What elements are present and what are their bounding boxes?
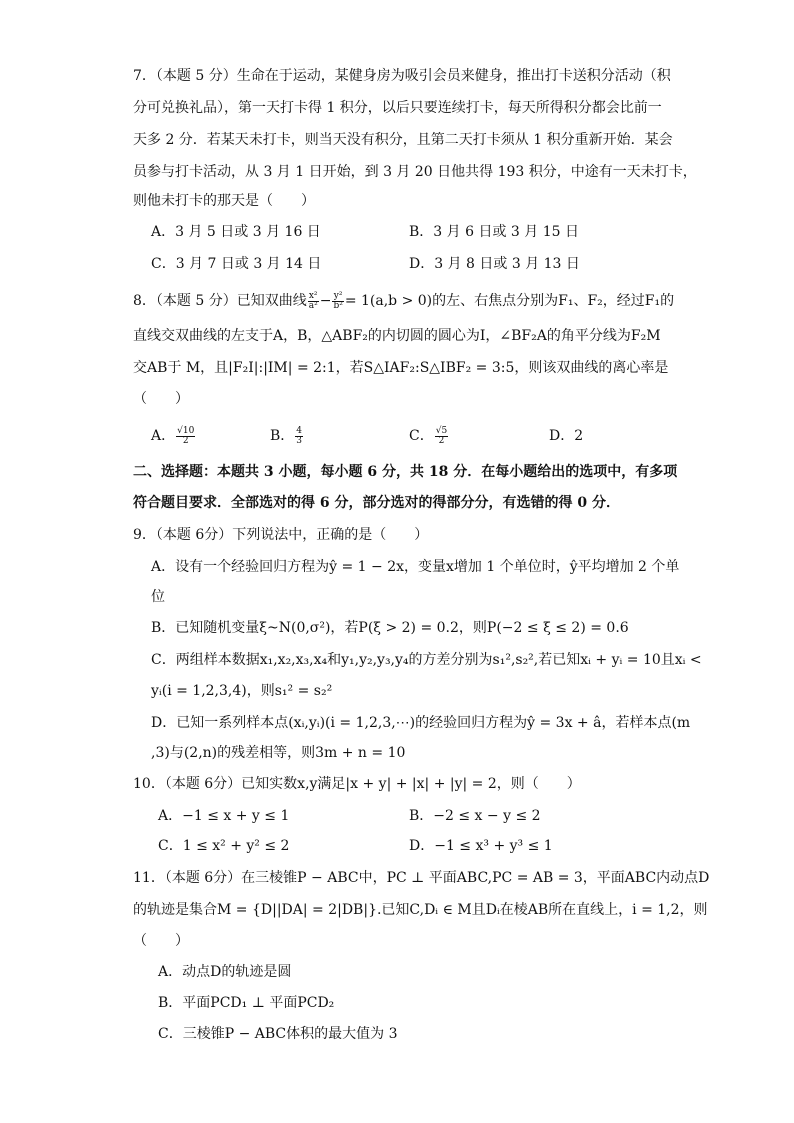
q8-option-a-den: 2: [182, 435, 189, 446]
q8-fraction-x: [308, 292, 319, 311]
q10-option-a: A．−1 ≤ x + y ≤ 1: [158, 808, 290, 824]
q8-fraction-y-num: y²: [333, 290, 343, 301]
q11-option-a: A．动点D的轨迹是圆: [158, 964, 292, 980]
q11-line-3: （ ）: [133, 933, 189, 949]
q8-line-3: 交AB于 M，且|F₂I|:|IM| = 2:1，若S△IAF₂:S△IBF₂ = 3:5，则该双曲线的离心率是: [133, 360, 669, 376]
q8-option-b-den: 3: [296, 435, 303, 446]
q8-minus: −: [319, 293, 332, 309]
q8-fraction-x-num: x²: [308, 290, 318, 301]
q8-option-c-num: √5: [435, 425, 448, 436]
q8-fraction-y: [332, 292, 343, 311]
q9-option-a-line-2: 位: [151, 589, 165, 605]
q9-option-a-line-1: A．设有一个经验回归方程为ŷ = 1 − 2x，变量x增加 1 个单位时，ŷ平均增加 2 个单: [151, 559, 680, 575]
q9-option-d-line-2: ,3)与(2,n)的残差相等，则3m + n = 10: [151, 745, 406, 761]
q9-option-c-line-2: yᵢ(i = 1,2,3,4)，则s₁² = s₂²: [151, 683, 333, 699]
q8-option-b: [270, 426, 304, 446]
q8-fraction-x-den: a²: [308, 300, 318, 311]
q8-line-1: [133, 291, 674, 311]
q8-option-c-den: 2: [438, 435, 445, 446]
q8-option-a-fraction: [176, 427, 195, 446]
q8-option-c-fraction: [435, 427, 448, 446]
q11-line-2: 的轨迹是集合M = {D||DA| = 2|DB|}.已知C,Dᵢ ∈ M且Dᵢ在棱AB所在直线上，i = 1,2，则: [133, 902, 708, 918]
q8-line-1-start: 8．（本题 5 分）已知双曲线: [133, 293, 307, 309]
q8-option-d: D．2: [549, 428, 584, 444]
q8-line-2: 直线交双曲线的左支于A，B，△ABF₂的内切圆的圆心为I，∠BF₂A的角平分线为F₂M: [133, 328, 661, 344]
q10-option-b: B．−2 ≤ x − y ≤ 2: [409, 808, 541, 824]
q9-option-b: B．已知随机变量ξ~N(0,σ²)，若P(ξ > 2) = 0.2，则P(−2 ≤ ξ ≤ 2) = 0.6: [151, 620, 629, 636]
section-2-heading-line-2: 符合题目要求．全部选对的得 6 分，部分选对的得部分分，有选错的得 0 分．: [133, 495, 620, 511]
q9-option-d-line-1: D．已知一系列样本点(xᵢ,yᵢ)(i = 1,2,3,⋯)的经验回归方程为ŷ = 3x + â，若样本点(m: [151, 715, 691, 731]
q8-fraction-y-den: b²: [333, 300, 343, 311]
q8-option-a-num: √10: [177, 425, 195, 436]
q10-stem: 10．（本题 6分）已知实数x,y满足|x + y| + |x| + |y| = 2，则（ ）: [133, 776, 581, 792]
q7-option-d: D．3 月 8 日或 3 月 13 日: [409, 256, 580, 272]
q7-line-1: 7．（本题 5 分）生命在于运动，某健身房为吸引会员来健身，推出打卡送积分活动（积: [133, 68, 671, 84]
q7-line-2: 分可兑换礼品），第一天打卡得 1 积分，以后只要连续打卡，每天所得积分都会比前一: [133, 100, 662, 116]
q11-option-b: B．平面PCD₁ ⊥ 平面PCD₂: [158, 995, 335, 1011]
section-2-heading-line-1: 二、选择题：本题共 3 小题，每小题 6 分，共 18 分．在每小题给出的选项中，有多项: [133, 464, 678, 480]
q7-line-5: 则他未打卡的那天是（ ）: [133, 193, 315, 209]
q8-option-b-prefix: B．: [270, 428, 295, 444]
q8-option-a: [151, 426, 196, 446]
q7-line-4: 员参与打卡活动，从 3 月 1 日开始，到 3 月 20 日他共得 193 积分，中途有一天未打卡，: [133, 164, 697, 180]
q10-option-c: C．1 ≤ x² + y² ≤ 2: [158, 838, 290, 854]
q8-option-c: [409, 426, 449, 446]
q9-option-c-line-1: C．两组样本数据x₁,x₂,x₃,x₄和y₁,y₂,y₃,y₄的方差分别为s₁²,s₂²,若已知xᵢ + yᵢ = 10且xᵢ <: [151, 652, 702, 668]
q7-option-b: B．3 月 6 日或 3 月 15 日: [409, 224, 579, 240]
q8-line-4: （ ）: [133, 391, 189, 407]
q8-option-b-fraction: [295, 427, 303, 446]
q9-stem: 9．（本题 6分）下列说法中，正确的是（ ）: [133, 527, 429, 543]
q11-line-1: 11．（本题 6分）在三棱锥P − ABC中，PC ⊥ 平面ABC,PC = AB = 3，平面ABC内动点D: [133, 870, 710, 886]
q8-line-1-end: = 1(a,b > 0)的左、右焦点分别为F₁、F₂，经过F₁的: [344, 293, 675, 309]
q11-option-c: C．三棱锥P − ABC体积的最大值为 3: [158, 1026, 398, 1042]
q8-option-b-num: 4: [296, 425, 303, 436]
q7-line-3: 天多 2 分．若某天未打卡，则当天没有积分，且第二天打卡须从 1 积分重新开始．某会: [133, 132, 673, 148]
q8-option-a-prefix: A．: [151, 428, 176, 444]
q8-option-c-prefix: C．: [409, 428, 434, 444]
q7-option-a: A．3 月 5 日或 3 月 16 日: [151, 224, 321, 240]
q7-option-c: C．3 月 7 日或 3 月 14 日: [151, 256, 322, 272]
q10-option-d: D．−1 ≤ x³ + y³ ≤ 1: [409, 838, 553, 854]
